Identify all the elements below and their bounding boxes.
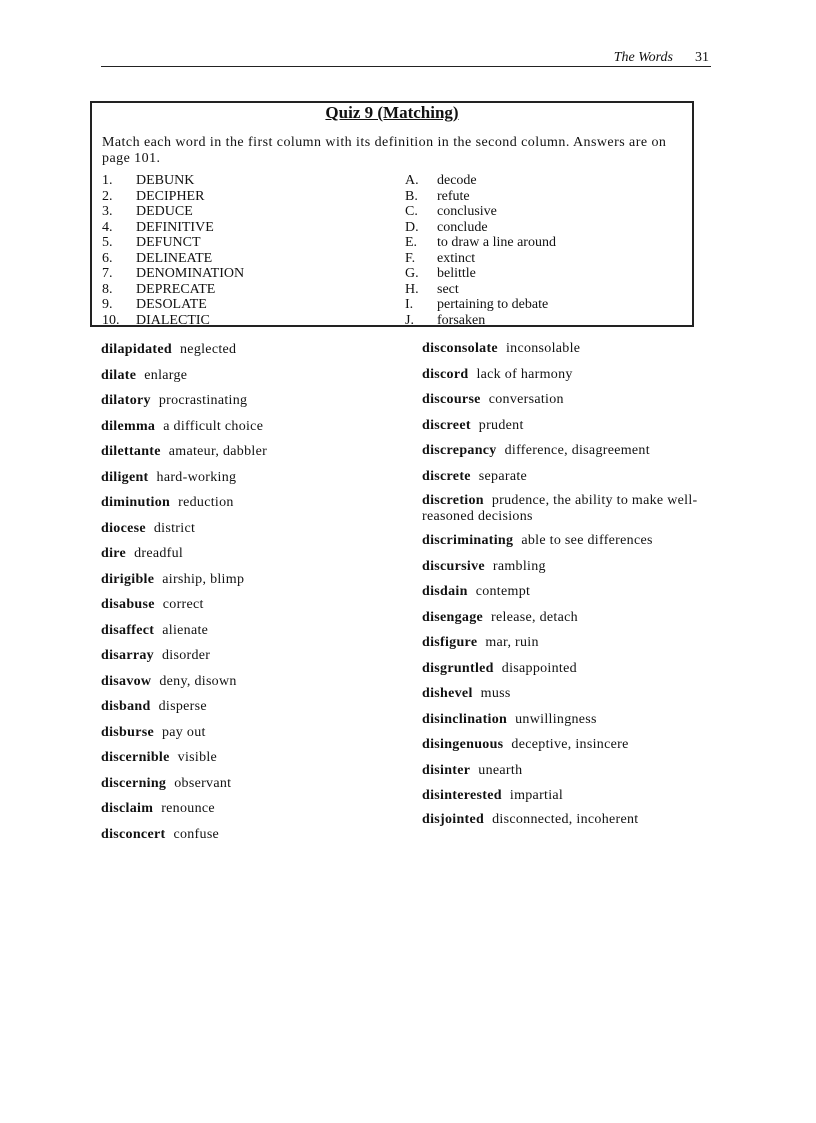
entry-word: disconsolate: [422, 341, 498, 356]
entry-definition: conversation: [488, 392, 564, 407]
entry-definition: alienate: [162, 622, 209, 638]
quiz-word: DECIPHER: [136, 188, 205, 204]
word-entry: [422, 367, 573, 383]
word-entry: [422, 635, 539, 651]
word-entry: [101, 674, 237, 690]
entry-definition: able to see differences: [521, 533, 653, 548]
word-entry: [422, 584, 530, 600]
word-entry: [422, 737, 629, 753]
entry-word: disband: [101, 699, 151, 714]
entry-word: discursive: [422, 558, 485, 574]
entry-word: discrete: [422, 468, 471, 484]
entry-word: disinclination: [422, 711, 508, 727]
entry-definition: airship, blimp: [162, 571, 245, 587]
entry-word: disavow: [101, 673, 152, 689]
word-entry: [101, 495, 234, 511]
entry-definition: visible: [177, 750, 218, 765]
quiz-definition: decode: [437, 173, 477, 188]
entry-word: dire: [101, 546, 127, 561]
quiz-definition: conclude: [437, 219, 488, 235]
entry-word: disengage: [422, 609, 484, 625]
entry-word: diminution: [101, 495, 171, 510]
entry-word: disabuse: [101, 597, 155, 612]
word-entry: [422, 763, 522, 779]
entry-word: dilate: [101, 367, 137, 383]
quiz-word-number: 3.: [102, 204, 113, 219]
word-entry: [101, 699, 207, 715]
word-entry: [422, 533, 653, 549]
entry-definition: deny, disown: [159, 673, 237, 689]
quiz-word: DESOLATE: [136, 297, 207, 312]
quiz-word-number: 9.: [102, 297, 113, 312]
quiz-word: DEFINITIVE: [136, 219, 214, 235]
entry-word: disingenuous: [422, 737, 504, 752]
quiz-word: DEDUCE: [136, 204, 193, 219]
word-entry: [422, 559, 546, 575]
entry-word: discriminating: [422, 533, 514, 548]
quiz-definition: pertaining to debate: [437, 297, 549, 312]
entry-word: disjointed: [422, 812, 485, 827]
quiz-definition-letter: G.: [405, 266, 419, 281]
quiz-definition-letter: J.: [405, 312, 414, 328]
word-entry: [422, 661, 577, 677]
quiz-word: DEPRECATE: [136, 281, 216, 297]
quiz-word-number: 10.: [102, 312, 120, 328]
entry-word: dilapidated: [101, 342, 172, 357]
quiz-definition: forsaken: [437, 312, 486, 328]
word-entry: [101, 393, 247, 409]
entry-word: discourse: [422, 392, 481, 407]
entry-definition: procrastinating: [158, 393, 248, 408]
entry-word: discord: [422, 366, 469, 382]
quiz-definition-letter: I.: [405, 297, 414, 312]
entry-definition: rambling: [492, 558, 546, 574]
word-entry: [422, 392, 564, 408]
entry-word: disgruntled: [422, 660, 494, 676]
entry-definition: disconnected, incoherent: [492, 812, 639, 827]
entry-definition: pay out: [161, 724, 206, 740]
quiz-title: Quiz 9 (Matching): [325, 103, 459, 122]
word-entry: [422, 469, 527, 485]
quiz-definition: extinct: [437, 250, 476, 266]
word-entry: [101, 470, 236, 486]
entry-definition: disorder: [161, 648, 211, 663]
entry-word: dilettante: [101, 444, 161, 459]
entry-definition: lack of harmony: [476, 366, 573, 382]
entry-definition: unwillingness: [515, 711, 597, 727]
quiz-definition-letter: E.: [405, 235, 418, 250]
word-entry: [101, 368, 187, 384]
entry-definition: observant: [174, 775, 232, 791]
entry-word: discrepancy: [422, 443, 497, 458]
word-entry: [101, 648, 210, 664]
word-entry: [422, 341, 580, 357]
entry-definition: enlarge: [144, 367, 188, 383]
entry-word: dirigible: [101, 571, 155, 587]
word-entry: [101, 750, 217, 766]
page-number: 31: [695, 50, 709, 65]
entry-definition: disperse: [158, 699, 207, 714]
entry-definition: a difficult choice: [163, 418, 264, 434]
entry-definition: unearth: [478, 762, 523, 778]
entry-word: disinter: [422, 762, 471, 778]
entry-word: disfigure: [422, 635, 478, 650]
entry-definition: correct: [162, 597, 204, 612]
word-entry: [101, 444, 267, 460]
entry-word: discerning: [101, 775, 167, 791]
word-entry: [101, 597, 204, 613]
entry-word: disaffect: [101, 622, 155, 638]
word-entry: [101, 342, 236, 358]
word-entry: [101, 776, 231, 792]
word-entry: [422, 610, 578, 626]
entry-definition: difference, disagreement: [504, 443, 650, 458]
quiz-word-number: 1.: [102, 173, 113, 188]
quiz-word: DENOMINATION: [136, 266, 245, 281]
entry-word: diligent: [101, 469, 149, 485]
word-entry: [101, 725, 206, 741]
quiz-definition-letter: C.: [405, 204, 418, 219]
quiz-word-number: 8.: [102, 281, 113, 297]
entry-word: diocese: [101, 520, 146, 536]
quiz-definition: refute: [437, 188, 470, 204]
quiz-definition: to draw a line around: [437, 235, 556, 250]
entry-definition: impartial: [509, 788, 564, 803]
word-entry: [422, 712, 597, 728]
word-entry: [101, 572, 244, 588]
entry-word: disinterested: [422, 788, 502, 803]
quiz-word-number: 6.: [102, 250, 113, 266]
quiz-definition-letter: D.: [405, 219, 419, 235]
word-entry: [422, 493, 722, 525]
word-entry: [422, 443, 650, 459]
word-entry: [101, 521, 195, 537]
entry-definition: muss: [480, 686, 511, 701]
quiz-word-number: 5.: [102, 235, 113, 250]
entry-definition: disappointed: [501, 660, 577, 676]
word-entry: [101, 827, 219, 843]
word-entry: [101, 546, 183, 562]
quiz-definition-letter: A.: [405, 173, 419, 188]
quiz-definition: belittle: [437, 266, 476, 281]
entry-word: disarray: [101, 648, 154, 663]
entry-word: dilemma: [101, 418, 156, 434]
quiz-word: DIALECTIC: [136, 312, 210, 328]
entry-definition: confuse: [173, 826, 220, 842]
word-entry: [101, 801, 215, 817]
quiz-word: DEBUNK: [136, 173, 195, 188]
entry-definition: dreadful: [134, 546, 184, 561]
quiz-word: DEFUNCT: [136, 235, 201, 250]
entry-definition: separate: [478, 468, 528, 484]
entry-definition: hard-working: [156, 469, 237, 485]
quiz-definition-letter: F.: [405, 250, 416, 266]
word-entry: [101, 419, 263, 435]
entry-word: discernible: [101, 750, 170, 765]
quiz-instructions: Match each word in the first column with its definition in the second column. Answers are on page 101.: [102, 135, 667, 166]
entry-word: dishevel: [422, 686, 473, 701]
quiz-definition-letter: B.: [405, 188, 418, 204]
entry-definition: amateur, dabbler: [168, 444, 268, 459]
entry-word: disdain: [422, 584, 468, 599]
word-entry: [422, 788, 563, 804]
quiz-definition: conclusive: [437, 204, 497, 219]
entry-word: discretion: [422, 493, 484, 508]
entry-definition: renounce: [161, 801, 215, 816]
entry-definition: release, detach: [491, 609, 578, 625]
word-entry: [422, 812, 639, 828]
entry-word: disclaim: [101, 801, 154, 816]
quiz-word-number: 2.: [102, 188, 113, 204]
quiz-definition: sect: [437, 281, 459, 297]
entry-word: disconcert: [101, 826, 166, 842]
entry-definition: neglected: [180, 342, 237, 357]
quiz-word-number: 7.: [102, 266, 113, 281]
entry-definition: contempt: [475, 584, 531, 599]
quiz-word: DELINEATE: [136, 250, 213, 266]
word-entry: [101, 623, 208, 639]
quiz-word-number: 4.: [102, 219, 113, 235]
entry-definition: inconsolable: [505, 341, 581, 356]
entry-definition: prudent: [478, 417, 524, 433]
entry-definition: mar, ruin: [485, 635, 539, 650]
entry-definition: reduction: [178, 495, 234, 510]
running-title: The Words: [613, 50, 673, 65]
entry-word: disburse: [101, 724, 154, 740]
entry-definition: deceptive, insincere: [511, 737, 629, 752]
entry-word: discreet: [422, 417, 471, 433]
quiz-definition-letter: H.: [405, 281, 419, 297]
word-entry: [422, 418, 524, 434]
entry-definition: prudence, the ability to make well-reasoned decisions: [422, 493, 698, 524]
word-entry: [422, 686, 511, 702]
entry-definition: district: [153, 520, 196, 536]
entry-word: dilatory: [101, 393, 151, 408]
